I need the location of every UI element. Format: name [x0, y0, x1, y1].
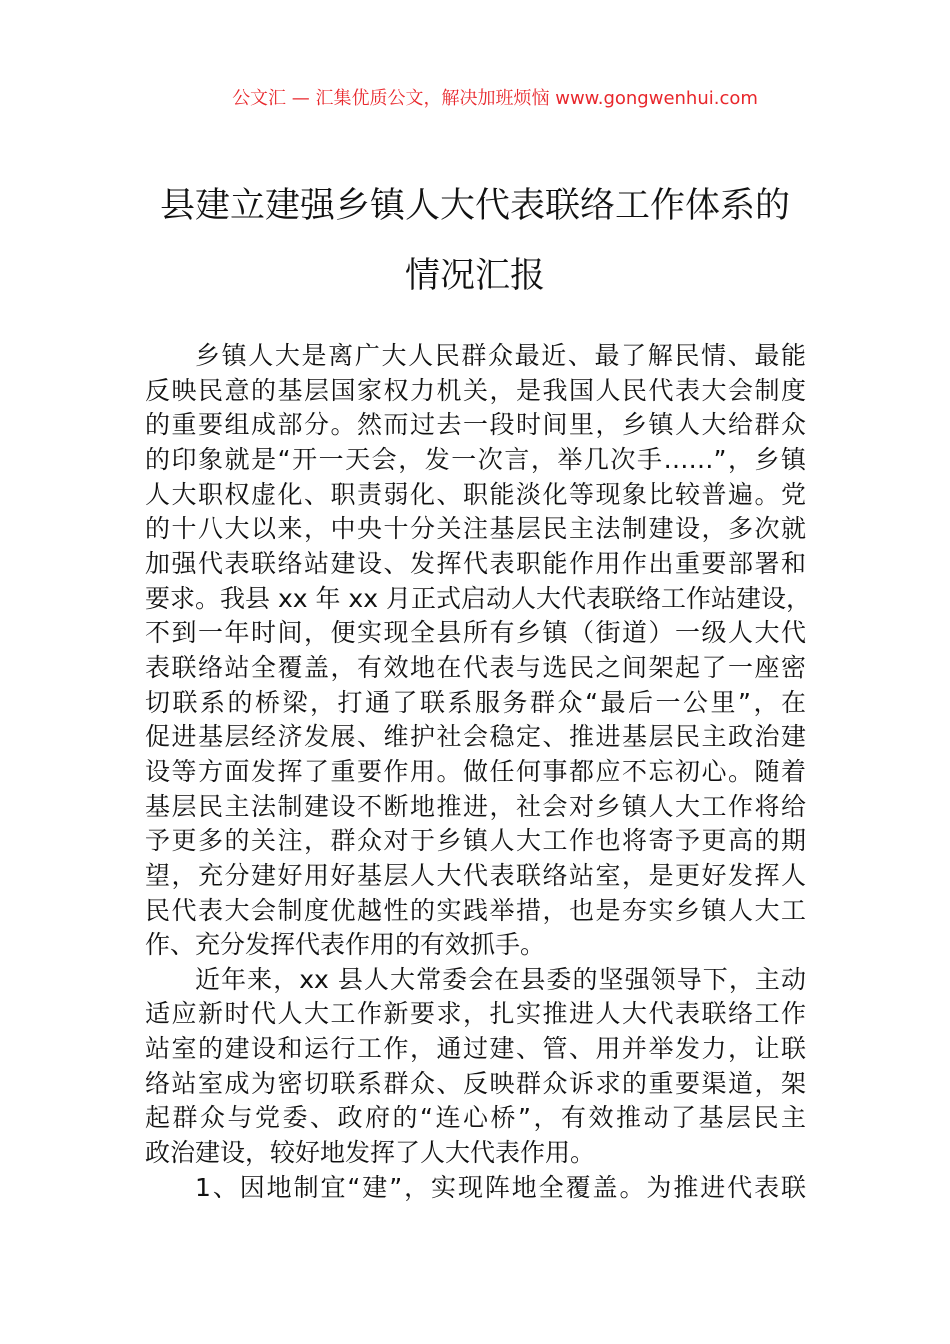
paragraph-line: 的十八大以来，中央十分关注基层民主法制建设，多次就 — [145, 514, 806, 544]
paragraph-line: 的印象就是“开一天会，发一次言，举几次手……”，乡镇 — [145, 444, 806, 474]
paragraph-line: 不到一年时间，便实现全县所有乡镇（街道）一级人大代 — [145, 618, 806, 648]
paragraph-line: 政治建设，较好地发挥了人大代表作用。 — [145, 1138, 596, 1168]
document-title-line-1: 县建立建强乡镇人大代表联络工作体系的 — [159, 186, 790, 226]
document-body — [145, 339, 811, 1205]
paragraph-line: 人大职权虚化、职责弱化、职能淡化等现象比较普遍。党 — [145, 479, 806, 509]
paragraph-line: 起群众与党委、政府的“连心桥”，有效推动了基层民主 — [145, 1103, 806, 1133]
paragraph-line: 作、充分发挥代表作用的有效抓手。 — [145, 930, 546, 960]
document-title-line-2: 情况汇报 — [404, 256, 545, 296]
paragraph-line: 络站室成为密切联系群众、反映群众诉求的重要渠道，架 — [145, 1068, 806, 1098]
watermark-header: 公文汇 — 汇集优质公文，解决加班烦恼 www.gongwenhui.com — [232, 88, 758, 109]
paragraph-line: 基层民主法制建设不断地推进，社会对乡镇人大工作将给 — [145, 791, 806, 821]
paragraph-line: 乡镇人大是离广大人民群众最近、最了解民情、最能 — [195, 341, 806, 370]
paragraph-line: 站室的建设和运行工作，通过建、管、用并举发力，让联 — [145, 1034, 806, 1064]
paragraph-line: 近年来，xx 县人大常委会在县委的坚强领导下，主动 — [195, 964, 806, 994]
paragraph-line: 予更多的关注，群众对于乡镇人大工作也将寄予更高的期 — [145, 826, 806, 856]
paragraph-line: 望，充分建好用好基层人大代表联络站室，是更好发挥人 — [145, 860, 806, 890]
paragraph-line: 的重要组成部分。然而过去一段时间里，乡镇人大给群众 — [145, 410, 806, 440]
paragraph-line: 切联系的桥梁，打通了联系服务群众“最后一公里”，在 — [145, 687, 806, 717]
paragraph-line: 加强代表联络站建设、发挥代表职能作用作出重要部署和 — [145, 548, 806, 578]
paragraph-line: 表联络站全覆盖，有效地在代表与选民之间架起了一座密 — [145, 652, 806, 682]
paragraph-line: 民代表大会制度优越性的实践举措，也是夯实乡镇人大工 — [145, 895, 806, 925]
paragraph-line: 适应新时代人大工作新要求，扎实推进人大代表联络工作 — [145, 999, 806, 1029]
paragraph-line: 1、因地制宜“建”，实现阵地全覆盖。为推进代表联 — [195, 1172, 806, 1202]
paragraph-line: 要求。我县 xx 年 xx 月正式启动人大代表联络工作站建设， — [145, 583, 811, 613]
paragraph-line: 设等方面发挥了重要作用。做任何事都应不忘初心。随着 — [145, 756, 806, 786]
paragraph-line: 反映民意的基层国家权力机关，是我国人民代表大会制度 — [145, 375, 806, 405]
paragraph-line: 促进基层经济发展、维护社会稳定、推进基层民主政治建 — [145, 722, 806, 752]
